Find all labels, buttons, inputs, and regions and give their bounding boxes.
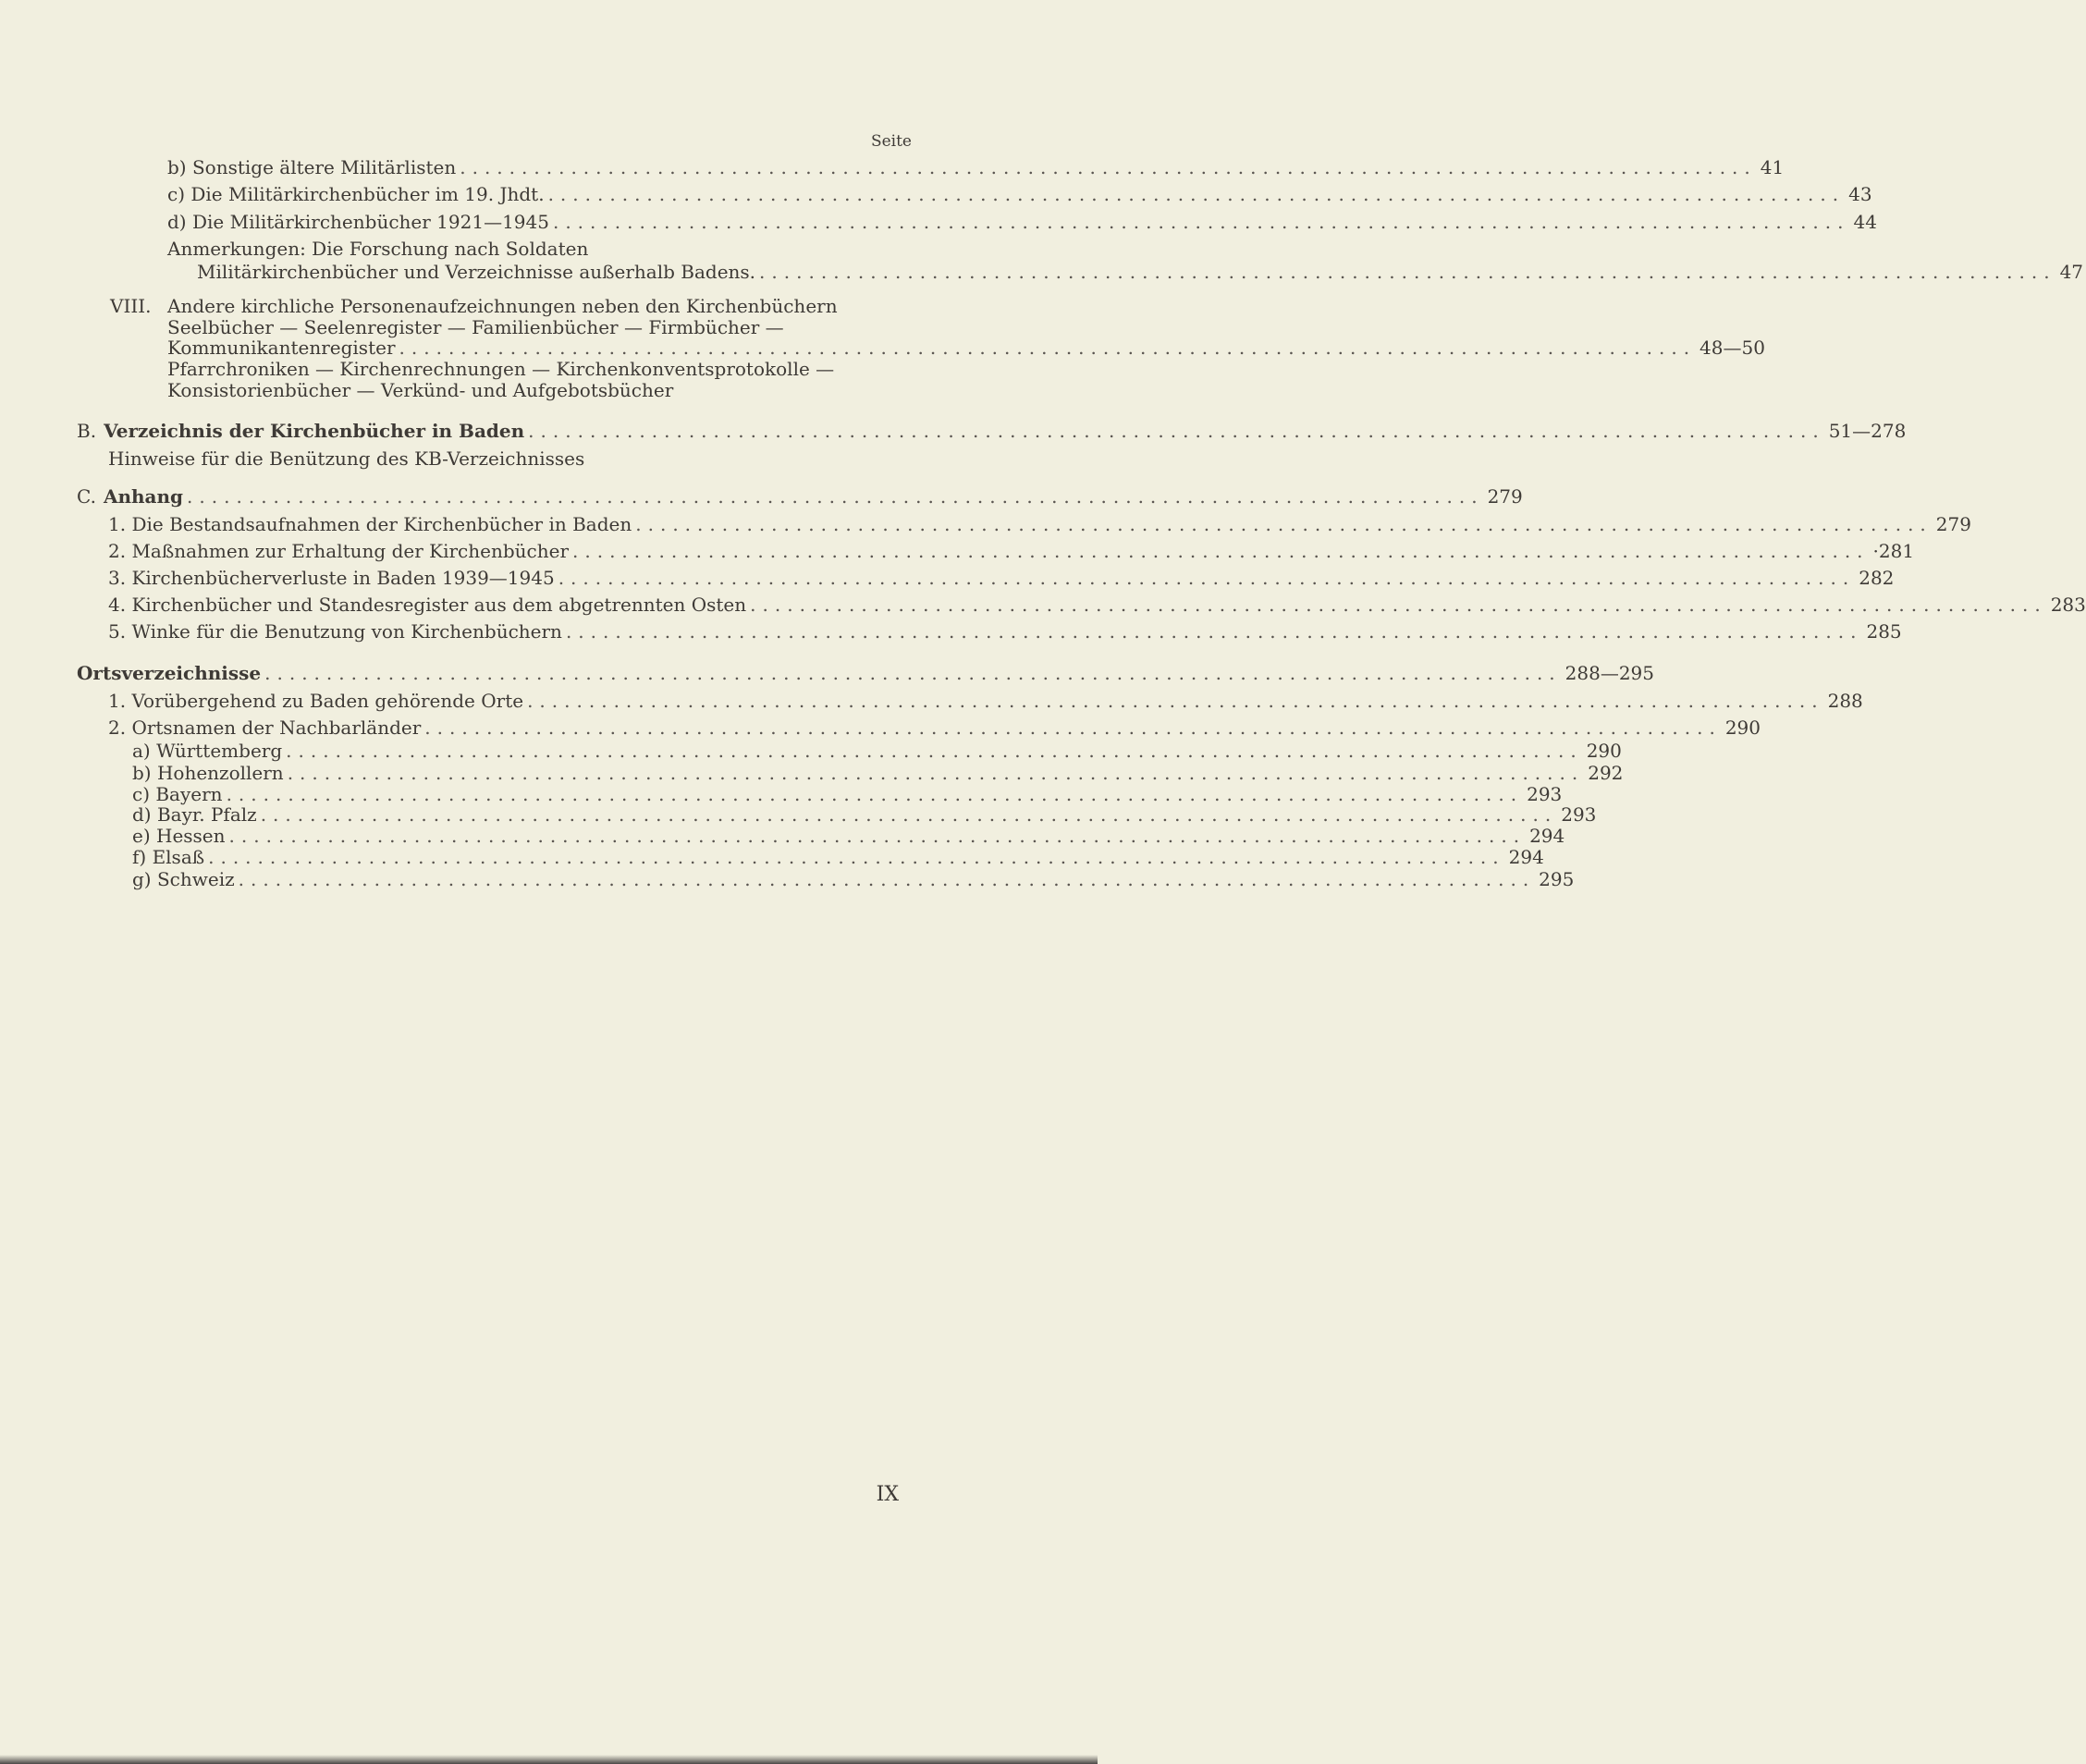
toc-text-line: Konsistorienbücher — Verkünd- und Aufgebotsbücher: [167, 379, 674, 401]
toc-entry: Militärkirchenbücher und Verzeichnisse außerhalb Badens. ......................................................................................................... 47: [197, 261, 2084, 283]
toc-subentry: f) Elsaß ......................................................................................................... 294: [132, 846, 1544, 868]
toc-entry: 2. Maßnahmen zur Erhaltung der Kirchenbücher ......................................................................................................... ·281: [108, 540, 1915, 562]
toc-entry: 4. Kirchenbücher und Standesregister aus dem abgetrennten Osten ......................................................................................................... 283: [108, 594, 2086, 616]
toc-text-line: Pfarrchroniken — Kirchenrechnungen — Kirchenkonventsprotokolle —: [167, 358, 835, 380]
toc-subentry: c) Bayern ......................................................................................................... 293: [132, 783, 1563, 805]
toc-note-line: Anmerkungen: Die Forschung nach Soldaten: [167, 238, 589, 260]
leader-dots: .........................................................................................................: [187, 485, 1484, 508]
leader-dots: .........................................................................................................: [460, 156, 1757, 178]
leader-dots: .........................................................................................................: [238, 868, 1536, 890]
toc-section-orts: Ortsverzeichnisse ......................................................................................................... 288—295: [77, 662, 1655, 684]
toc-subentry: b) Hohenzollern ......................................................................................................... 292: [132, 762, 1624, 784]
toc-entry: 3. Kirchenbücherverluste in Baden 1939—1945 ......................................................................................................... 282: [108, 567, 1895, 589]
section-number: VIII.: [110, 295, 152, 317]
leader-dots: .........................................................................................................: [399, 337, 1697, 359]
toc-entry: 1. Vorübergehend zu Baden gehörende Orte ......................................................................................................... 288: [108, 690, 1863, 712]
toc-section-b: B. Verzeichnis der Kirchenbücher in Baden ......................................................................................................... 51—278: [77, 420, 1907, 442]
section-prefix: B.: [77, 420, 97, 442]
toc-subentry: d) Bayr. Pfalz ......................................................................................................... 293: [132, 803, 1597, 826]
section-title: Anhang: [103, 485, 184, 508]
leader-dots: .........................................................................................................: [635, 513, 1933, 535]
leader-dots: .........................................................................................................: [527, 690, 1824, 712]
toc-subentry: a) Württemberg ......................................................................................................... 290: [132, 740, 1622, 762]
leader-dots: .........................................................................................................: [572, 540, 1870, 562]
page-bottom-edge: [0, 1755, 1098, 1764]
leader-dots: .........................................................................................................: [208, 846, 1505, 868]
leader-dots: .........................................................................................................: [286, 740, 1583, 762]
leader-dots: .........................................................................................................: [226, 783, 1524, 805]
toc-entry: 1. Die Bestandsaufnahmen der Kirchenbücher in Baden ......................................................................................................... 279: [108, 513, 1971, 535]
toc-subentry: g) Schweiz ......................................................................................................... 295: [132, 868, 1575, 890]
leader-dots: .........................................................................................................: [424, 717, 1722, 739]
toc-entry: Kommunikantenregister ......................................................................................................... 48—50: [167, 337, 1765, 359]
page-number: IX: [876, 1483, 899, 1506]
toc-entry: d) Die Militärkirchenbücher 1921—1945 ......................................................................................................... 44: [167, 211, 1877, 233]
toc-text-line: Hinweise für die Benützung des KB-Verzeichnisses: [108, 447, 585, 470]
toc-text-line: Andere kirchliche Personenaufzeichnungen neben den Kirchenbüchern: [167, 295, 838, 317]
leader-dots: .........................................................................................................: [228, 825, 1527, 847]
toc-text-line: Seelbücher — Seelenregister — Familienbücher — Firmbücher —: [167, 316, 784, 338]
toc-entry: c) Die Militärkirchenbücher im 19. Jhdt. ......................................................................................................... 43: [167, 183, 1872, 205]
toc-entry: 5. Winke für die Benutzung von Kirchenbüchern ......................................................................................................... 285: [108, 620, 1902, 643]
leader-dots: .........................................................................................................: [558, 567, 1856, 589]
leader-dots: .........................................................................................................: [547, 183, 1846, 205]
leader-dots: .........................................................................................................: [264, 662, 1562, 684]
section-title: Ortsverzeichnisse: [77, 662, 262, 684]
leader-dots: .........................................................................................................: [565, 620, 1863, 643]
section-title: Verzeichnis der Kirchenbücher in Baden: [104, 420, 525, 442]
leader-dots: .........................................................................................................: [287, 762, 1585, 784]
leader-dots: .........................................................................................................: [750, 594, 2047, 616]
leader-dots: .........................................................................................................: [552, 211, 1850, 233]
page-column-header: Seite: [870, 132, 912, 151]
leader-dots: .........................................................................................................: [759, 261, 2056, 283]
toc-entry: 2. Ortsnamen der Nachbarländer ......................................................................................................... 290: [108, 717, 1761, 739]
toc-section-c: C. Anhang ......................................................................................................... 279: [77, 485, 1523, 508]
section-prefix: C.: [77, 485, 96, 508]
toc-entry: b) Sonstige ältere Militärlisten ......................................................................................................... 41: [167, 156, 1785, 178]
leader-dots: .........................................................................................................: [528, 420, 1825, 442]
toc-subentry: e) Hessen ......................................................................................................... 294: [132, 825, 1565, 847]
leader-dots: .........................................................................................................: [260, 803, 1558, 826]
